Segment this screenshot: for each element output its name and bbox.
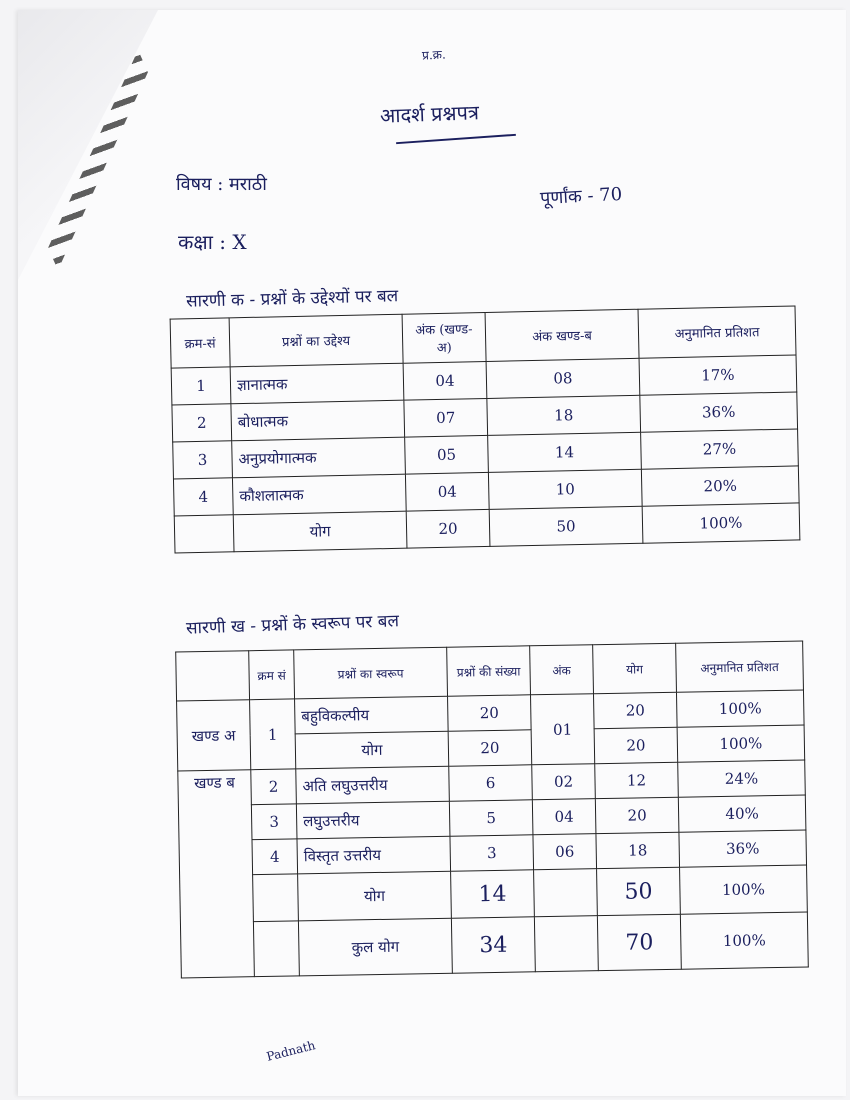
cell: 1 — [250, 699, 296, 770]
cell: 100% — [642, 503, 800, 543]
cell: 20 — [594, 727, 678, 763]
cell: 14 — [488, 432, 642, 472]
cell: 6 — [449, 765, 533, 801]
section-label: खण्ड अ — [177, 700, 251, 771]
folded-corner — [18, 10, 158, 280]
cell: 3 — [173, 441, 233, 479]
cell: 2 — [251, 769, 297, 805]
cell — [534, 916, 598, 972]
cell: 100% — [677, 725, 805, 762]
table1-title: सारणी क - प्रश्नों के उद्देश्यों पर बल — [185, 286, 399, 312]
cell: 27% — [641, 429, 799, 469]
cell: 10 — [488, 469, 642, 509]
cell: अति लघुउत्तरीय — [296, 766, 450, 804]
cell: 14 — [451, 870, 535, 918]
cell: 01 — [531, 694, 595, 765]
cell: 20 — [406, 509, 490, 548]
cell: 04 — [532, 799, 596, 835]
cell: 24% — [678, 760, 806, 797]
col-header: क्रम-सं — [170, 318, 230, 368]
cell: 3 — [251, 804, 297, 840]
col-header: अनुमानित प्रतिशत — [676, 641, 804, 692]
cell: बहुविकल्पीय — [295, 696, 449, 734]
cell — [534, 869, 598, 917]
col-header: प्रश्नों का स्वरूप — [294, 647, 448, 699]
col-header: प्रश्नों की संख्या — [447, 646, 531, 696]
top-mark: प्र.क्र. — [421, 47, 447, 63]
cell: 04 — [405, 472, 489, 511]
cell: 4 — [173, 478, 233, 516]
cell: 17% — [639, 355, 797, 395]
cell: 18 — [487, 395, 641, 435]
cell: 4 — [252, 839, 298, 875]
cell: 12 — [595, 762, 679, 798]
cell: 20 — [448, 730, 532, 766]
cell: 36% — [640, 392, 798, 432]
cell: अनुप्रयोगात्मक — [232, 437, 406, 478]
cell: 1 — [171, 367, 231, 405]
cell: कुल योग — [298, 918, 452, 976]
col-header: क्रम सं — [249, 650, 295, 700]
cell: कौशलात्मक — [232, 474, 406, 515]
col-header: प्रश्नों का उद्देश्य — [229, 314, 403, 367]
cell: 36% — [679, 830, 807, 867]
col-header: योग — [593, 643, 677, 693]
cell: 50 — [597, 867, 681, 915]
cell: 02 — [532, 764, 596, 800]
cell: 100% — [680, 865, 808, 914]
cell: 20 — [448, 695, 532, 731]
total-marks: पूर्णांक - 70 — [539, 183, 623, 210]
signature: Padnath — [265, 1038, 317, 1064]
cell: योग — [295, 731, 449, 769]
cell: लघुउत्तरीय — [296, 801, 450, 839]
cell: 50 — [489, 506, 643, 546]
cell: 3 — [450, 835, 534, 871]
cell: 07 — [404, 398, 488, 437]
page-title: आदर्श प्रश्नपत्र — [379, 100, 480, 128]
cell: 05 — [405, 435, 489, 474]
cell: 20 — [593, 692, 677, 728]
col-header — [176, 651, 250, 701]
col-header: अनुमानित प्रतिशत — [638, 306, 796, 358]
objectives-table — [170, 305, 801, 553]
cell: योग — [233, 511, 407, 552]
cell: 2 — [172, 404, 232, 442]
cell: 08 — [486, 358, 640, 398]
cell: 70 — [597, 914, 681, 970]
table2-title: सारणी ख - प्रश्नों के स्वरूप पर बल — [185, 611, 400, 639]
col-header: अंक (खण्ड-अ) — [402, 312, 486, 363]
subject-line: विषय : मराठी — [176, 174, 267, 195]
cell: 100% — [676, 690, 804, 727]
cell: ज्ञानात्मक — [230, 363, 404, 404]
section-label: खण्ड ब — [178, 770, 255, 978]
cell: 100% — [680, 912, 808, 969]
class-line: कक्षा : X — [178, 230, 247, 254]
col-header: अंक — [530, 645, 594, 695]
question-type-table — [175, 641, 809, 979]
col-header: अंक खण्ड-ब — [485, 309, 639, 361]
cell: 20% — [641, 466, 799, 506]
cell — [174, 515, 234, 553]
cell: विस्तृत उत्तरीय — [297, 836, 451, 874]
cell — [253, 921, 299, 977]
cell: 18 — [596, 832, 680, 868]
cell: 34 — [451, 917, 535, 973]
cell: बोधात्मक — [231, 400, 405, 441]
cell: 5 — [449, 800, 533, 836]
cell: योग — [298, 871, 452, 921]
cell — [253, 874, 299, 922]
cell: 06 — [533, 834, 597, 870]
grand-total-row — [180, 912, 808, 978]
cell: 40% — [678, 795, 806, 832]
cell: 04 — [403, 361, 487, 400]
cell: 20 — [595, 797, 679, 833]
